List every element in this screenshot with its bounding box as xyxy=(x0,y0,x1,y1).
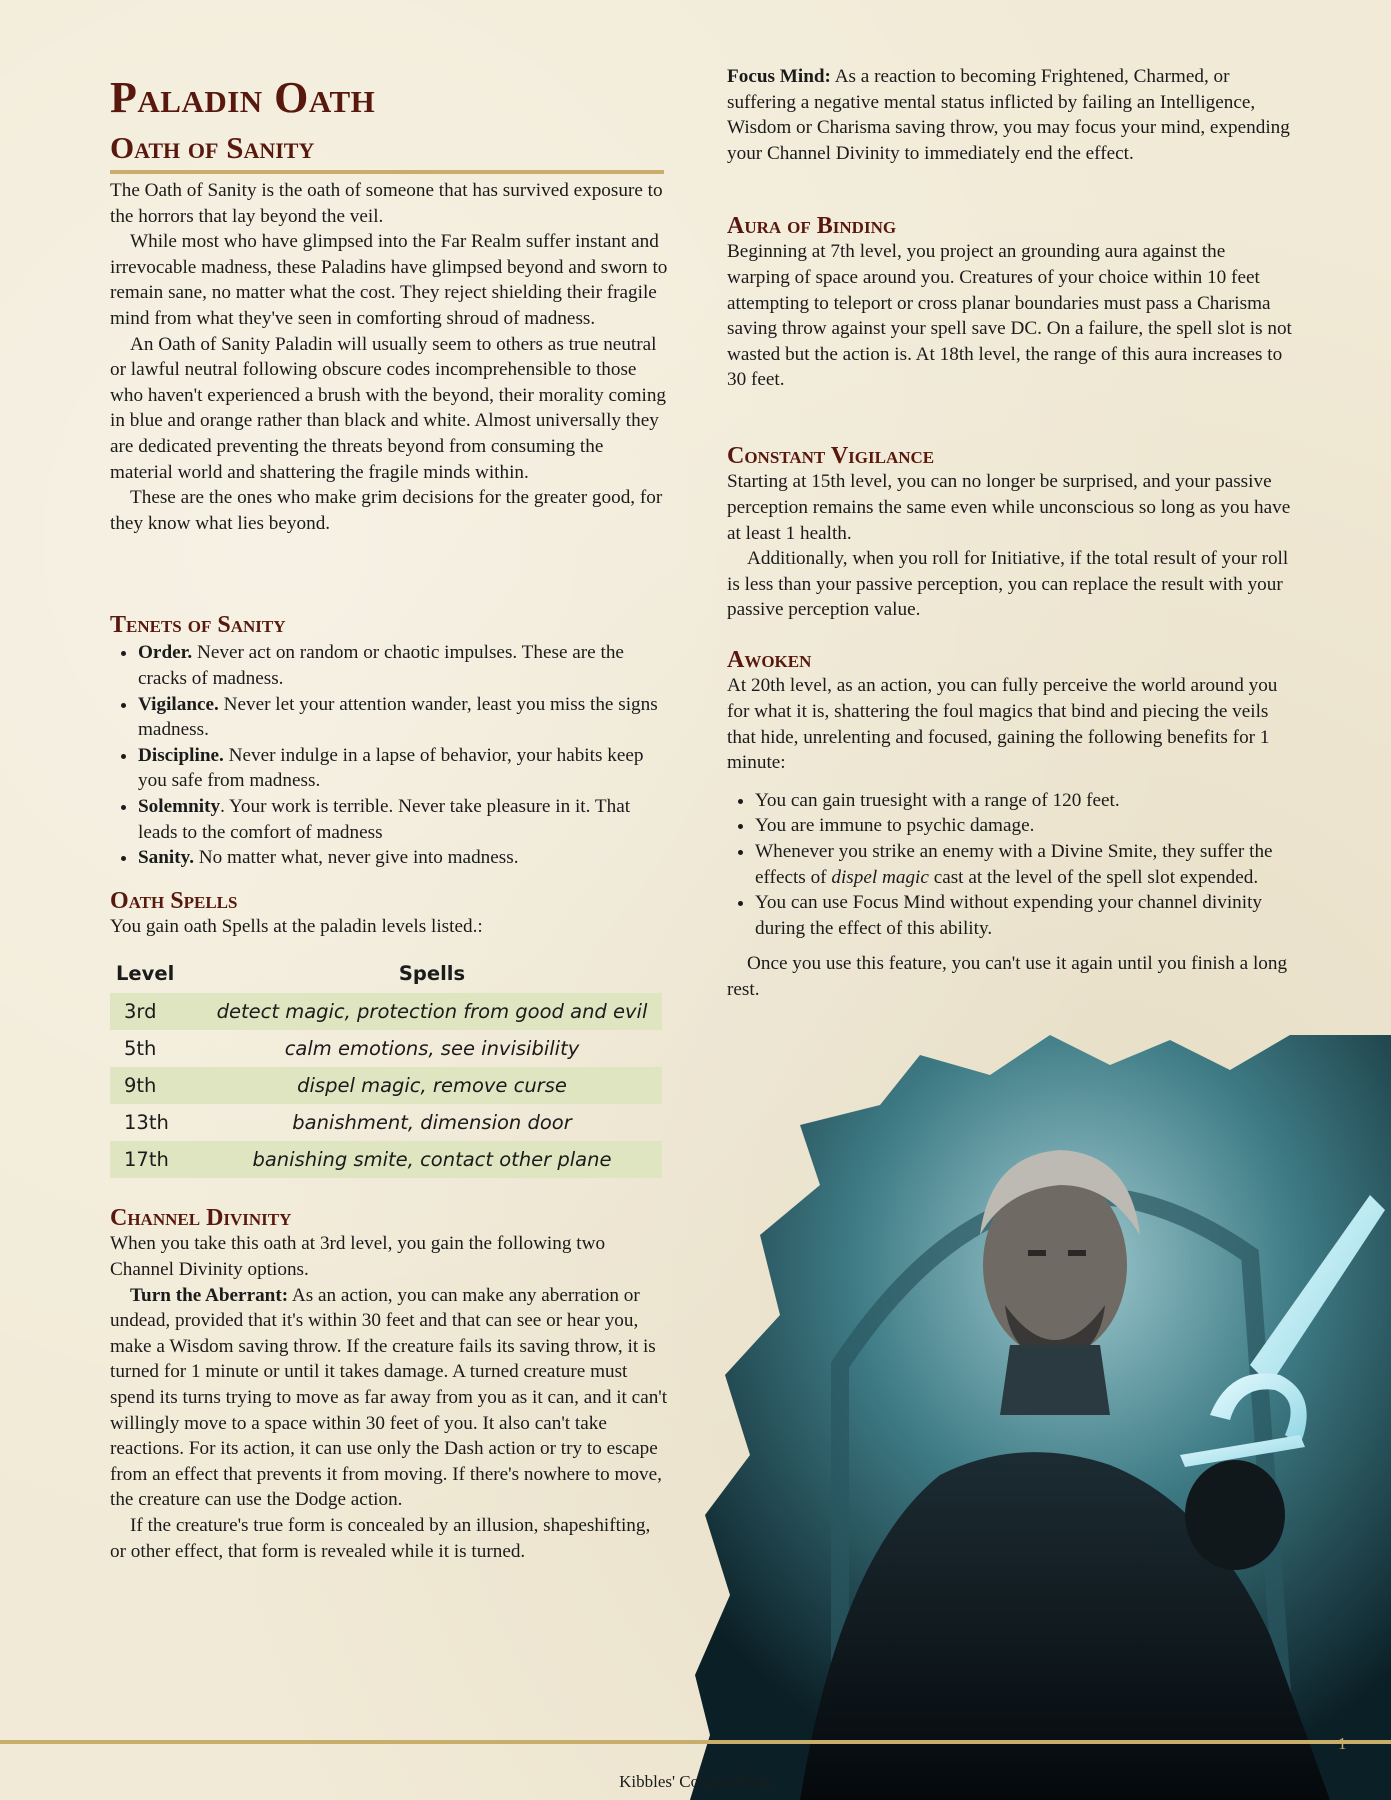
vigilance-text-2: Additionally, when you roll for Initiative, if the total result of your roll is less than your passive perception, you can replace the result with your passive perception value. xyxy=(727,548,1289,621)
vigilance-text: Starting at 15th level, you can no longer be surprised, and your passive perception remains the same even while unconscious so long as you have at least 1 health. xyxy=(727,471,1291,544)
spells-cell: dispel magic, remove curse xyxy=(202,1067,662,1104)
turn-aberrant-name: Turn the Aberrant: xyxy=(130,1284,289,1306)
list-item: • You can use Focus Mind without expending your channel divinity during the effect of this ability. xyxy=(755,890,1292,941)
tenet-name: Vigilance. xyxy=(138,693,219,715)
table-row xyxy=(110,993,662,1030)
list-item xyxy=(755,839,1292,890)
oath-spells-text: You gain oath Spells at the paladin levels listed.: xyxy=(110,916,483,938)
focus-mind-text: As a reaction to becoming Frightened, Charmed, or suffering a negative mental status inflicted by failing an Intelligence, Wisdom or Charisma saving throw, you may focus your mind, expending your Channel Divinity to immediately end the effect. xyxy=(727,66,1290,164)
oath-spells-heading: Oath Spells xyxy=(110,888,238,914)
vigilance-heading: Constant Vigilance xyxy=(727,443,935,469)
footer-text: Kibbles' Compendium xyxy=(619,1772,772,1791)
table-row xyxy=(110,1104,662,1141)
turn-aberrant-paragraph-2: If the creature's true form is concealed by an illusion, shapeshifting, or other effect, that form is revealed while it is turned. xyxy=(110,1514,651,1562)
awoken-closing: Once you use this feature, you can't use it again until you finish a long rest. xyxy=(727,953,1288,1000)
channel-divinity-text: When you take this oath at 3rd level, you gain the following two Channel Divinity options. xyxy=(110,1233,606,1280)
page-number: 1 xyxy=(1338,1734,1347,1753)
vigilance-section xyxy=(727,443,1292,623)
intro-paragraph: The Oath of Sanity is the oath of someone that has survived exposure to the horrors that lay beyond the veil. xyxy=(110,180,663,227)
intro-paragraph: These are the ones who make grim decisions for the greater good, for they know what lies beyond. xyxy=(110,487,663,534)
aura-heading: Aura of Binding xyxy=(727,213,897,239)
awoken-section xyxy=(727,647,1292,1003)
tenet-name: Order. xyxy=(138,642,193,664)
list-item xyxy=(138,845,670,871)
turn-aberrant-text: As an action, you can make any aberration or undead, provided that it's within 30 feet and that can see or hear you, make a Wisdom saving throw. If the creature fails its saving throw, it is turned for 1 minute or until it takes damage. A turned creature must spend its turns trying to move as far away from you as it can, and it can't willingly move to a space within 30 feet of you. It also can't take reactions. For its action, it can use only the Dash action or try to escape from an effect that prevents it from moving. If there's nowhere to move, the creature can use the Dodge action. xyxy=(110,1284,668,1511)
list-item xyxy=(138,640,670,691)
channel-divinity-section xyxy=(110,1205,670,1564)
level-cell: 13th xyxy=(124,1111,169,1134)
column-header-spells: Spells xyxy=(398,962,466,985)
aura-section xyxy=(727,213,1292,393)
tenet-name: Solemnity xyxy=(138,795,221,817)
list-item: • You are immune to psychic damage. xyxy=(755,813,1292,839)
spells-cell: detect magic, protection from good and evil xyxy=(202,993,662,1030)
tenet-text: Never indulge in a lapse of behavior, your habits keep you safe from madness. xyxy=(138,744,644,792)
footer-rule xyxy=(0,1740,1391,1744)
tenets-section xyxy=(110,612,670,871)
bullet-spell: dispel magic xyxy=(831,866,929,888)
spells-cell: calm emotions, see invisibility xyxy=(284,1037,580,1060)
bullet-text: cast at the level of the spell slot expended. xyxy=(928,866,1259,888)
tenet-text: No matter what, never give into madness. xyxy=(194,847,519,869)
tenet-text: Never act on random or chaotic impulses. These are the cracks of madness. xyxy=(138,642,624,689)
spells-cell: banishment, dimension door xyxy=(292,1111,572,1134)
focus-mind-paragraph xyxy=(727,64,1292,166)
awoken-text: At 20th level, as an action, you can fully perceive the world around you for what it is, shattering the foul magics that bind and piecing the veils that hide, unrelenting and focused, gaining the following benefits for 1 minute: xyxy=(727,675,1278,774)
column-header-level: Level xyxy=(116,962,175,985)
turn-aberrant-paragraph xyxy=(110,1283,670,1513)
awoken-heading: Awoken xyxy=(727,647,812,673)
focus-mind-section xyxy=(727,64,1292,166)
section-title: Oath of Sanity xyxy=(110,131,664,174)
table-row xyxy=(110,1030,662,1067)
page-title: Paladin Oath xyxy=(110,73,376,122)
list-item xyxy=(138,743,670,794)
channel-divinity-heading: Channel Divinity xyxy=(110,1205,292,1231)
list-item: • You can gain truesight with a range of 120 feet. xyxy=(755,788,1292,814)
spell-table xyxy=(110,958,662,1178)
intro-section xyxy=(110,178,670,536)
tenets-heading: Tenets of Sanity xyxy=(110,612,286,638)
awoken-list xyxy=(727,788,1292,942)
list-item xyxy=(138,794,670,845)
level-cell: 5th xyxy=(124,1037,157,1060)
tenet-name: Discipline. xyxy=(138,744,224,766)
table-row xyxy=(110,1141,662,1178)
list-item xyxy=(138,692,670,743)
focus-mind-name: Focus Mind: xyxy=(727,66,831,87)
intro-paragraph: While most who have glimpsed into the Far Realm suffer instant and irrevocable madness, these Paladins have glimpsed beyond and sworn to remain sane, no matter what the cost. They reject shielding their fragile mind from what they've seen in comforting shroud of madness. xyxy=(110,231,668,329)
tenet-name: Sanity. xyxy=(138,847,194,869)
bullet-text: Whenever you strike an enemy with a Divine Smite, they suffer the effects of xyxy=(755,840,1273,888)
level-cell: 9th xyxy=(110,1067,202,1104)
level-cell: 3rd xyxy=(110,993,202,1030)
tenets-list xyxy=(110,640,670,870)
intro-paragraph: An Oath of Sanity Paladin will usually seem to others as true neutral or lawful neutral following obscure codes incomprehensible to those who haven't experienced a brush with the beyond, their morality coming in blue and orange rather than black and white. Almost universally they are dedicated preventing the threats beyond from consuming the material world and shattering the fragile minds within. xyxy=(110,333,667,483)
level-cell: 17th xyxy=(110,1141,202,1178)
paladin-illustration xyxy=(690,1035,1391,1800)
aura-text: Beginning at 7th level, you project an grounding aura against the warping of space around you. Creatures of your choice within 10 feet attempting to teleport or cross planar boundaries must pass a Charisma saving throw against your spell save DC. On a failure, the spell slot is not wasted but the action is. At 18th level, the range of this aura increases to 30 feet. xyxy=(727,241,1292,391)
tenet-text: Never let your attention wander, least you miss the signs madness. xyxy=(138,693,658,741)
table-row xyxy=(110,1067,662,1104)
tenet-text: . Your work is terrible. Never take pleasure in it. That leads to the comfort of madness xyxy=(138,795,631,843)
oath-spells-section xyxy=(110,888,670,940)
spells-cell: banishing smite, contact other plane xyxy=(202,1141,662,1178)
